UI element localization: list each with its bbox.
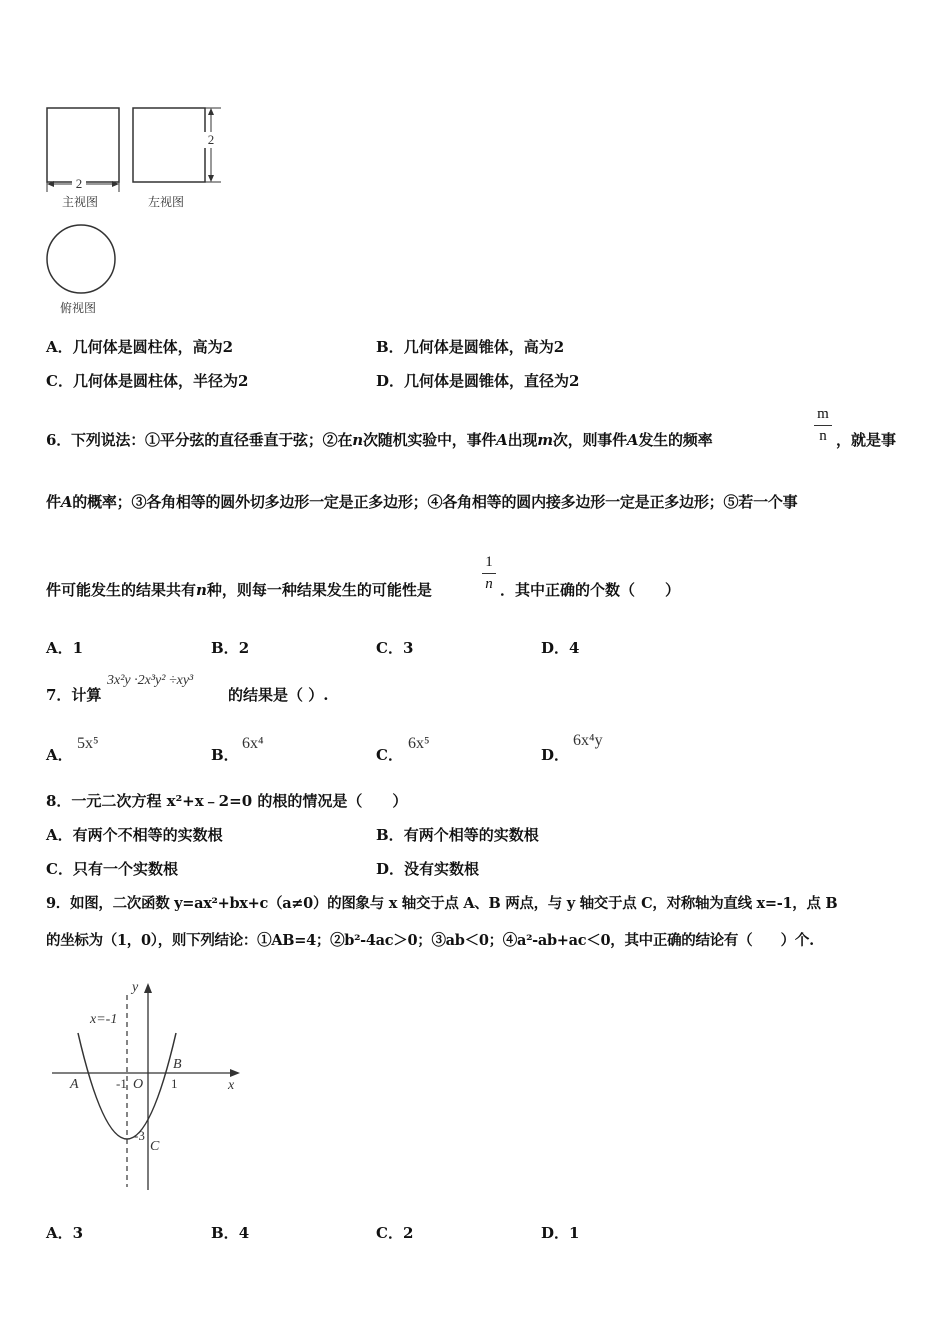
text: 次随机实验中，事件 [362,431,497,449]
q6-line2 [46,491,797,512]
option-text: 几何体是圆锥体，高为2 [403,338,565,356]
option-text: 有两个相等的实数根 [403,826,539,844]
text: 6．下列说法：①平分弦的直径垂直于弦；②在 [46,431,353,449]
q7-option-d-letter[interactable]: D． [541,746,570,764]
option-letter: A． [46,338,73,356]
fraction-denominator: n [819,428,827,444]
var-a: A [626,431,639,449]
text: 件 [46,493,61,511]
q7-option-c-text: 6x⁵ [408,735,430,752]
q6-fraction-1-over-n [482,554,496,593]
option-letter: C． [376,1224,403,1242]
x-axis-arrow [230,1069,240,1077]
q9-parabola-graph [40,975,255,1200]
option-letter: D． [541,639,570,657]
q7-stem-end: 的结果是（ ）. [228,686,329,704]
q6-option-a[interactable] [46,637,83,658]
q8-option-c[interactable] [46,858,178,879]
option-letter: B． [211,1224,239,1242]
side-dim-label: 2 [207,132,215,147]
text: 出现 [507,431,538,449]
option-letter: B． [211,639,239,657]
var-n: n [352,431,363,449]
q7-option-b-letter[interactable]: B． [211,746,239,764]
option-text: 几何体是圆锥体，直径为2 [404,372,580,390]
text: 件可能发生的结果共有 [46,581,197,599]
option-text: 2 [238,639,250,657]
q7-option-a-text: 5x⁵ [77,735,99,752]
option-letter: D． [376,860,405,878]
text: 的概率；③各角相等的圆外切多边形一定是正多边形；④各角相等的圆内接多边形一定是正多边形；⑤若一个事 [72,493,798,511]
text: 次，则事件 [552,431,627,449]
option-text: 3 [402,639,414,657]
q5-option-b[interactable] [376,336,564,357]
option-text: 几何体是圆柱体，半径为2 [72,372,249,390]
origin-label: O [133,1077,144,1092]
option-text: 4 [569,639,580,657]
option-text: 1 [72,639,84,657]
option-text: 有两个不相等的实数根 [72,826,223,844]
three-view-figure [40,100,240,320]
fraction-numerator: m [817,406,829,422]
fraction-bar [814,425,832,426]
q7-expression: 3x²y ·2x³y² ÷xy³ [107,673,194,688]
text: 种，则每一种结果发生的可能性是 [206,581,432,599]
fraction-bar [482,573,496,574]
option-letter: C． [46,372,73,390]
q7-stem-start: 7．计算 [46,686,102,704]
q6-fraction-m-over-n [814,406,832,445]
text: 发生的频率 [638,431,713,449]
q8-option-b[interactable] [376,824,539,845]
fraction-numerator: 1 [485,554,493,570]
option-letter: D． [376,372,405,390]
fraction-denominator: n [485,576,493,592]
var-n: n [196,581,207,599]
q9-option-b[interactable] [211,1222,249,1243]
q6-option-c[interactable] [376,637,413,658]
q6-line1 [46,429,712,450]
point-b-label: B [173,1057,182,1072]
option-letter: B． [376,338,404,356]
q8-option-d[interactable] [376,858,479,879]
tick-neg1-label: -1 [116,1076,127,1091]
q7-option-a-letter[interactable]: A． [46,746,73,764]
q9-line1: 9．如图，二次函数 y=ax²+bx+c（a≠0）的图象与 x 轴交于点 A、B 两点，与 y 轴交于点 C，对称轴为直线 x=-1，点 B [46,895,838,912]
q8-stem: 8．一元二次方程 x²+x﹣2=0 的根的情况是（ ） [46,792,408,810]
y-axis-arrow [144,983,152,993]
option-text: 2 [402,1224,414,1242]
var-a: A [496,431,508,449]
top-view-caption: 俯视图 [59,301,97,315]
option-letter: A． [46,826,73,844]
option-letter: B． [376,826,404,844]
q9-option-a[interactable] [46,1222,83,1243]
tick-neg3-label: -3 [134,1128,145,1143]
side-dim-arrow-top [208,108,214,115]
var-m: m [537,431,553,449]
q7-option-c-letter[interactable]: C． [376,746,403,764]
side-dim-arrow-bottom [208,175,214,182]
option-letter: A． [46,639,73,657]
q8-option-a[interactable] [46,824,223,845]
q6-option-d[interactable] [541,637,579,658]
x-axis-label: x [228,1078,235,1093]
option-text: 4 [238,1224,250,1242]
top-view-circle [47,225,115,293]
symmetry-axis-label: x=-1 [90,1012,118,1027]
front-view-caption: 主视图 [61,195,99,209]
option-text: 几何体是圆柱体，高为2 [72,338,234,356]
side-view-caption: 左视图 [147,195,185,209]
tick-1-label: 1 [171,1076,178,1091]
option-letter: A． [46,1224,73,1242]
option-letter: C． [376,639,403,657]
q9-option-d[interactable] [541,1222,579,1243]
point-a-label: A [70,1077,79,1092]
q6-option-b[interactable] [211,637,249,658]
q5-option-d[interactable] [376,370,579,391]
front-dim-label: 2 [75,176,83,191]
option-text: 1 [569,1224,580,1242]
option-text: 3 [72,1224,84,1242]
q5-option-c[interactable] [46,370,248,391]
y-axis-label: y [132,980,139,995]
point-c-label: C [150,1139,160,1154]
option-letter: C． [46,860,73,878]
option-text: 只有一个实数根 [72,860,178,878]
option-text: 没有实数根 [404,860,480,878]
q6-line3 [46,579,432,600]
front-view-square [47,108,119,182]
option-letter: D． [541,1224,570,1242]
q7-option-b-text: 6x⁴ [242,735,264,752]
q5-option-a[interactable] [46,336,233,357]
q7-option-d-text: 6x⁴y [573,732,603,749]
var-a: A [60,493,73,511]
q9-option-c[interactable] [376,1222,413,1243]
q6-line3-end: ．其中正确的个数（ ） [500,581,681,599]
q9-line2: 的坐标为（1，0），则下列结论：①AB=4；②b²-4ac＞0；③ab＜0；④a²-ab+ac＜0，其中正确的结论有（ ）个. [46,932,814,949]
side-view-square [133,108,205,182]
q6-line1-end: ，就是事 [836,431,897,449]
